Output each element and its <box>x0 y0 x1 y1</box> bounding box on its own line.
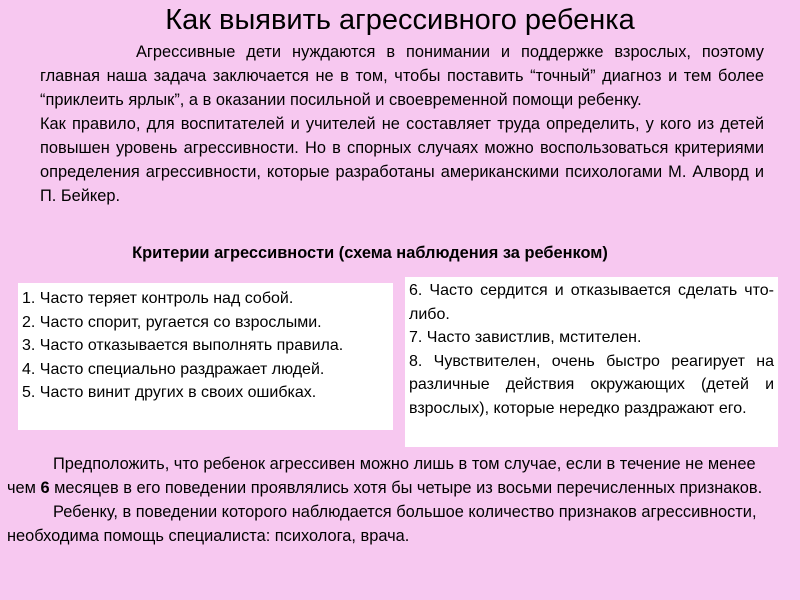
months-number: 6 <box>40 479 50 497</box>
criteria-box-right <box>405 277 778 447</box>
criteria-item: 7. Часто завистлив, мстителен. <box>409 329 642 346</box>
criteria-item: 6. Часто сердится и отказывается сделать что-либо. <box>409 282 774 323</box>
conclusion-text-part: месяцев в его поведении проявлялись хотя бы четыре из восьми перечисленных признаков. <box>49 479 763 497</box>
criteria-box-left <box>18 283 393 430</box>
conclusion-text <box>7 452 783 548</box>
criteria-item: 2. Часто спорит, ругается со взрослыми. <box>22 313 322 331</box>
conclusion-text-part: Предположить, что ребенок агрессивен можно лишь в том случае, если в течение не менее чем <box>7 455 756 497</box>
conclusion-paragraph-1 <box>7 452 783 500</box>
criteria-item: 3. Часто отказывается выполнять правила. <box>22 337 344 354</box>
conclusion-paragraph-2: Ребенку, в поведении которого наблюдается большое количество признаков агрессивности, необходима помощь специалиста: психолога, врача. <box>7 503 757 545</box>
criteria-title: Критерии агрессивности (схема наблюдения за ребенком) <box>132 244 608 262</box>
criteria-item: 1. Часто теряет контроль над собой. <box>22 290 294 307</box>
criteria-item: 8. Чувствителен, очень быстро реагирует на различные действия окружающих (детей и взрослых), которые нередко раздражают его. <box>409 352 774 417</box>
intro-paragraph-1: Агрессивные дети нуждаются в понимании и поддержке взрослых, поэтому главная наша задача заключается не в том, чтобы поставить “точный” диагноз и тем более “приклеить ярлык”, а в оказании посильной и своевременной помощи ребенку. <box>40 43 764 109</box>
intro-text <box>40 40 764 208</box>
criteria-item: 4. Часто специально раздражает людей. <box>22 360 325 378</box>
intro-paragraph-2: Как правило, для воспитателей и учителей не составляет труда определить, у кого из детей повышен уровень агрессивности. Но в спорных случаях можно воспользоваться критериями определения агрессивности, которые разработаны американскими психологами М. Алворд и П. Бейкер. <box>40 115 764 205</box>
page-title: Как выявить агрессивного ребенка <box>165 4 635 36</box>
criteria-item: 5. Часто винит других в своих ошибках. <box>22 384 317 401</box>
